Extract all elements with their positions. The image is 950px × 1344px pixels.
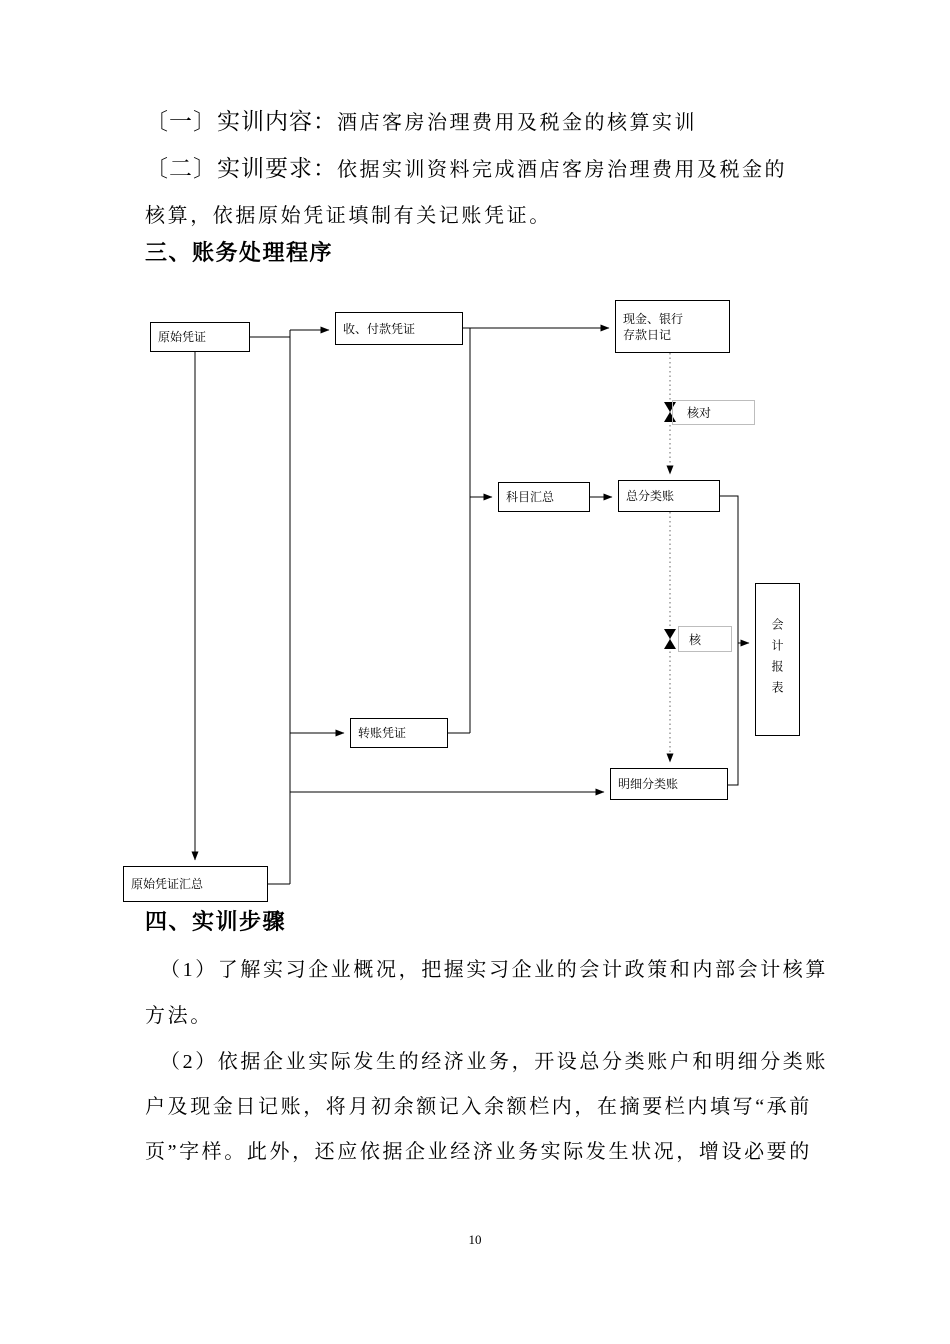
node-accounting-report-label: 会计报表 [770,617,784,702]
node-receipt-payment-voucher-label: 收、付款凭证 [343,321,416,336]
check-box-hedui [672,400,755,425]
training-requirement-label: 〔二〕实训要求： [145,156,337,181]
node-subsidiary-ledger [610,768,728,800]
node-general-ledger [618,480,720,512]
training-content-line [145,103,697,136]
check-symbol-2 [664,629,676,639]
training-content-text: 酒店客房治理费用及税金的核算实训 [337,112,697,134]
node-original-voucher-summary [123,866,268,902]
check-label-hedui: 核对 [687,406,712,420]
node-accounting-report [755,583,800,736]
step2-line3: 页”字样。此外，还应依据企业经济业务实际发生状况，增设必要的 [145,1141,812,1163]
node-general-ledger-label: 总分类账 [626,489,675,503]
node-account-summary-label: 科目汇总 [506,490,555,504]
node-original-voucher [150,322,250,352]
check-label-he: 核 [689,632,702,647]
node-transfer-voucher-label: 转账凭证 [358,726,407,740]
node-cash-bank-journal-line1: 现金、银行 [623,311,684,326]
section-heading-training-steps: 四、实训步骤 [145,909,287,934]
step1-line1: （1）了解实习企业概况，把握实习企业的会计政策和内部会计核算 [160,959,828,981]
section-heading-accounting-procedure: 三、账务处理程序 [145,240,334,265]
step2-line2: 户及现金日记账，将月初余额记入余额栏内，在摘要栏内填写“承前 [145,1096,812,1118]
page-number: 10 [468,1232,482,1247]
node-receipt-payment-voucher [335,312,463,345]
training-requirement-line [145,150,787,183]
training-requirement-continuation: 核算，依据原始凭证填制有关记账凭证。 [145,205,552,227]
node-transfer-voucher [350,718,448,748]
training-content-label: 〔一〕实训内容： [145,109,337,134]
step2-line1: （2）依据企业实际发生的经济业务，开设总分类账户和明细分类账 [160,1051,828,1073]
check-box-he [678,626,732,652]
training-requirement-text: 依据实训资料完成酒店客房治理费用及税金的 [337,159,787,181]
node-original-voucher-summary-label: 原始凭证汇总 [131,877,204,891]
node-original-voucher-label: 原始凭证 [158,330,207,344]
node-subsidiary-ledger-label: 明细分类账 [618,777,679,791]
node-cash-bank-journal [615,300,730,353]
node-account-summary [498,482,590,512]
node-cash-bank-journal-line2: 存款日记 [623,327,672,342]
step1-line2: 方法。 [145,1005,213,1027]
